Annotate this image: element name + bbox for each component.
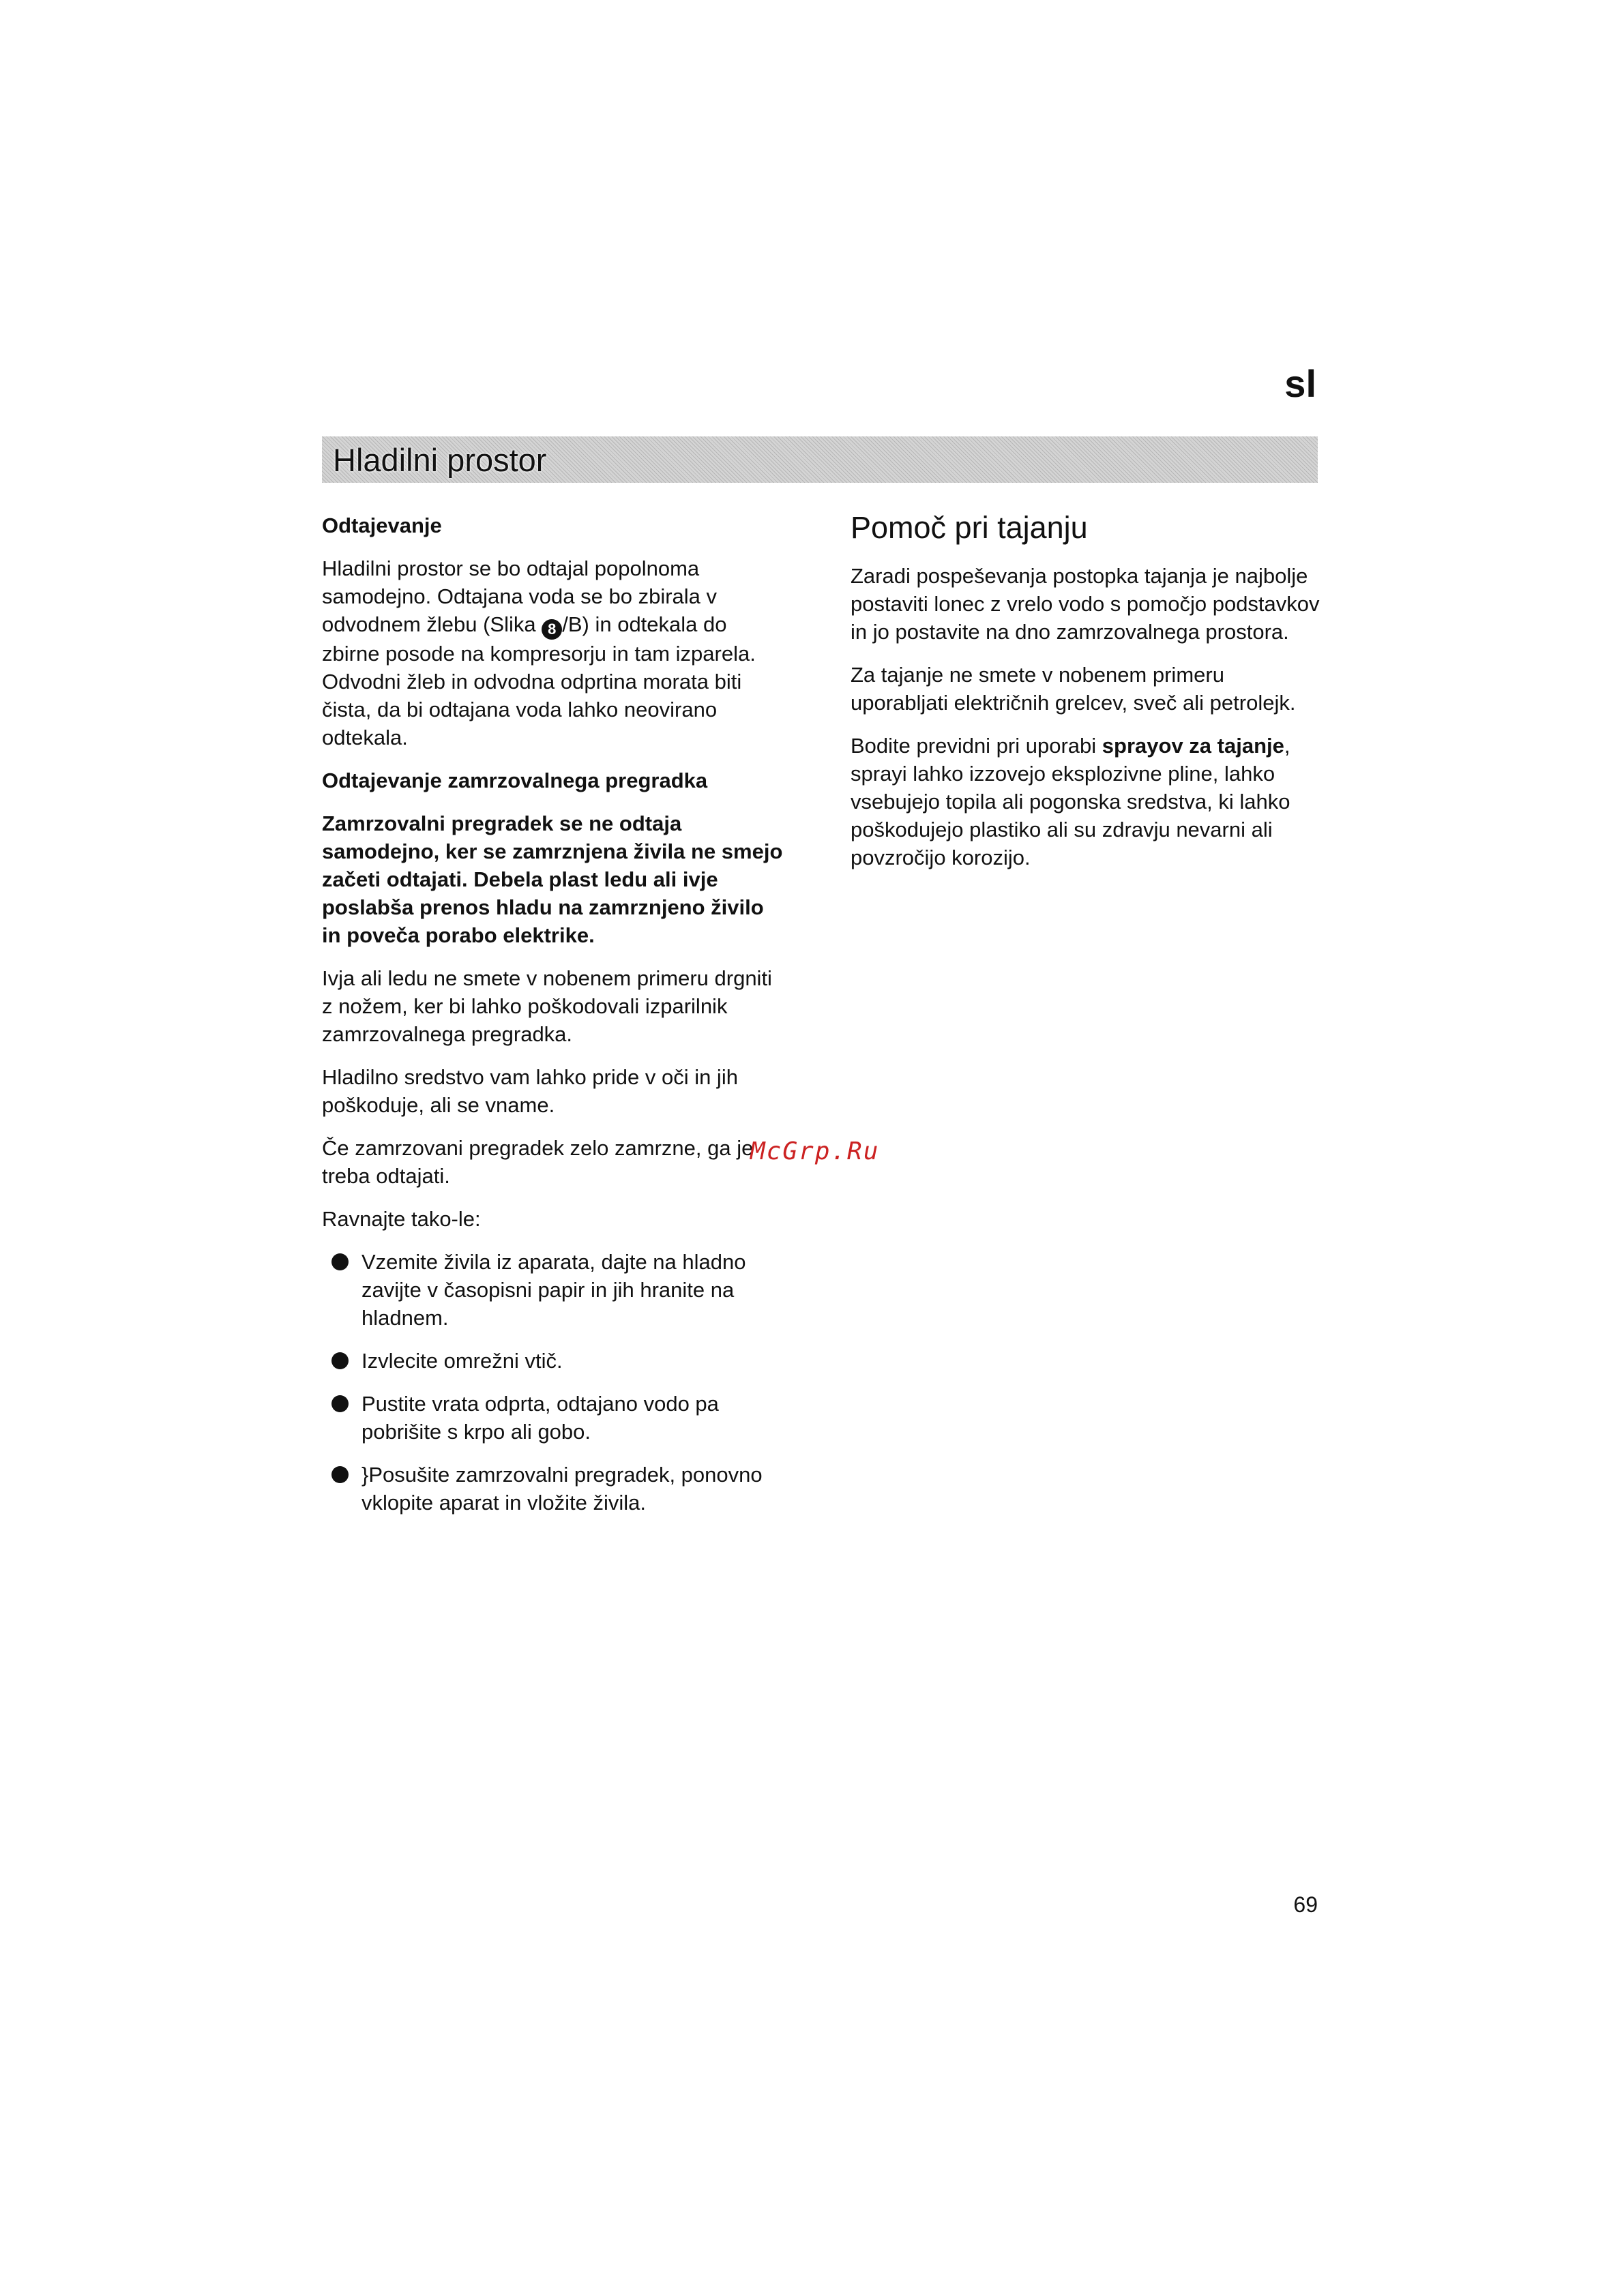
paragraph-instructions-intro: Ravnajte tako-le: <box>322 1207 481 1231</box>
list-item <box>322 1390 786 1446</box>
list-item <box>322 1248 786 1332</box>
paragraph-sprays-end: , sprayi lahko izzovejo eksplozivne pline, lahko vsebujejo topila ali pogonska sredstva, ki lahko poškodujejo plastiko ali su zdravju nevarni ali povzročijo korozijo. <box>851 734 1290 869</box>
paragraph-ice-scraping: Ivja ali ledu ne smete v nobenem primeru drgniti z nožem, ker bi lahko poškodovali izparilnik zamrzovalnega pregradka. <box>322 966 772 1046</box>
list-item <box>322 1347 786 1375</box>
paragraph-sprays-bold: sprayov za tajanje <box>1102 734 1284 758</box>
warning-paragraph: Zamrzovalni pregradek se ne odtaja samodejno, ker se zamrznjena živila ne smejo začeti odtajati. Debela plast ledu ali ivje poslabša prenos hladu na zamrznjeno živilo in poveča porabo elektrike. <box>322 811 783 947</box>
bullet-icon <box>331 1466 349 1483</box>
right-column <box>851 509 1321 886</box>
list-item-text: Vzemite živila iz aparata, dajte na hladno zavijte v časopisni papir in jih hranite na hladnem. <box>361 1250 746 1330</box>
language-tag: sl <box>1284 362 1316 405</box>
watermark-link[interactable]: McGrp.Ru <box>750 1137 880 1165</box>
list-item-text: Pustite vrata odprta, odtajano vodo pa pobrišite s krpo ali gobo. <box>361 1392 719 1444</box>
paragraph-sprays-start: Bodite previdni pri uporabi <box>851 734 1102 758</box>
paragraph-boiling-water: Zaradi pospeševanja postopka tajanja je najbolje postaviti lonec z vrelo vodo s pomočjo podstavkov in jo postavite na dno zamrzovalnega prostora. <box>851 564 1320 644</box>
figure-number-icon: 8 <box>542 619 562 640</box>
paragraph-auto-defrost <box>322 554 786 751</box>
left-column <box>322 511 786 1532</box>
section-banner <box>322 436 1318 483</box>
heading-defrosting: Odtajevanje <box>322 513 442 537</box>
bullet-icon <box>331 1253 349 1270</box>
list-item-text: Izvlecite omrežni vtič. <box>361 1349 563 1373</box>
list-item <box>322 1461 786 1517</box>
heading-defrost-help: Pomoč pri tajanju <box>851 510 1088 545</box>
section-title: Hladilni prostor <box>333 441 547 478</box>
paragraph-no-heaters: Za tajanje ne smete v nobenem primeru uporabljati električnih grelcev, sveč ali petrolejk. <box>851 663 1296 715</box>
bullet-icon <box>331 1352 349 1369</box>
page-number: 69 <box>1293 1892 1318 1917</box>
paragraph-auto-defrost-start: Hladilni prostor se bo odtajal popolnoma samodejno. Odtajana voda se bo zbirala v odvodnem žlebu (Slika <box>322 556 718 636</box>
paragraph-sprays-warning <box>851 732 1321 871</box>
paragraph-refrigerant: Hladilno sredstvo vam lahko pride v oči in jih poškoduje, ali se vname. <box>322 1065 738 1117</box>
heading-freezer-defrost: Odtajevanje zamrzovalnega pregradka <box>322 769 708 792</box>
instruction-list <box>322 1248 786 1517</box>
list-item-text: }Posušite zamrzovalni pregradek, ponovno vklopite aparat in vložite živila. <box>361 1463 763 1515</box>
paragraph-heavy-frost: Če zamrzovani pregradek zelo zamrzne, ga je treba odtajati. <box>322 1136 754 1188</box>
bullet-icon <box>331 1395 349 1412</box>
paragraph-auto-defrost-end: /B) in odtekala do zbirne posode na kompresorju in tam izparela. Odvodni žleb in odvodna odprtina morata biti čista, da bi odtajana voda lahko neovirano odtekala. <box>322 612 756 749</box>
